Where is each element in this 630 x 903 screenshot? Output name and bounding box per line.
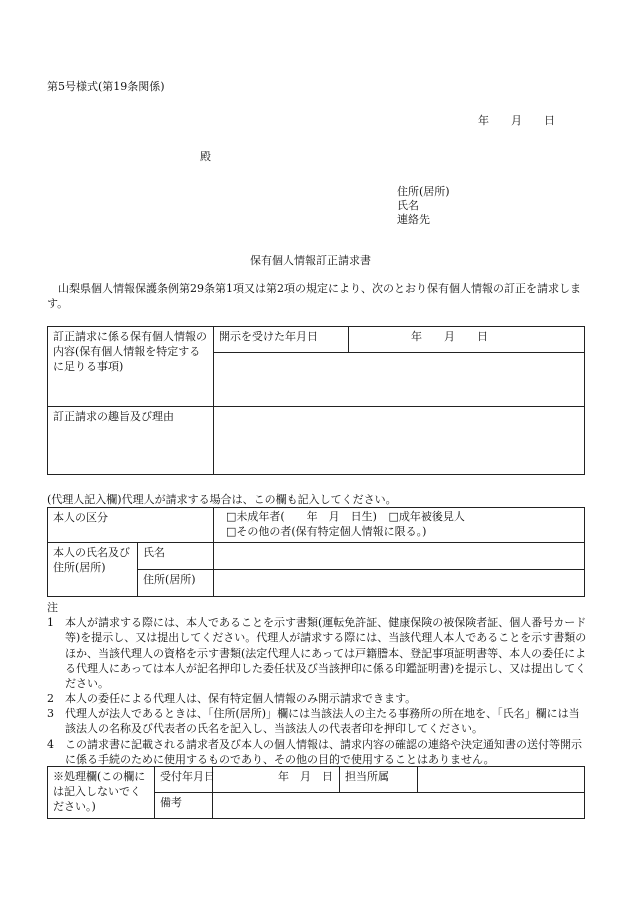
remarks-label: 備考 [155,793,213,819]
staff-dept-input [418,767,585,793]
intro-text: 山梨県個人情報保護条例第29条第1項又は第2項の規定により、次のとおり保有個人情報の訂正を請求します。 [47,282,581,311]
received-date-value: 年 月 日 [213,767,340,793]
reason-label: 訂正請求の趣旨及び理由 [48,407,214,475]
staff-dept-label: 担当所属 [340,767,418,793]
reason-input-area[interactable] [214,407,585,475]
content-input-area[interactable] [214,353,585,407]
agent-section-heading: (代理人記入欄)代理人が請求する場合は、この欄も記入してください。 [47,493,397,506]
principal-name-input[interactable] [214,542,585,569]
addressee-suffix: 殿 [200,150,211,163]
requester-name-label: 氏名 [397,199,419,212]
requester-address-label: 住所(居所) [397,185,450,198]
note-number: 3 [47,707,54,721]
option-minor[interactable]: □未成年者( 年 月 日生) [226,510,377,523]
option-other[interactable]: □その他の者(保有特定個人情報に限る。) [226,524,427,538]
form-number: 第5号様式(第19条関係) [47,80,165,93]
principal-name-label: 氏名 [138,542,214,569]
disclosure-date-label: 開示を受けた年月日 [214,327,349,353]
agent-table [47,507,585,597]
principal-category-label: 本人の区分 [48,508,214,543]
content-label: 訂正請求に係る保有個人情報の内容(保有個人情報を特定するに足りる事項) [48,327,214,407]
note-item [47,706,587,736]
note-text: 本人の委任による代理人は、保有特定個人情報のみ開示請求できます。 [65,692,417,706]
date-line: 年 月 日 [478,114,555,127]
note-text: この請求書に記載される請求者及び本人の個人情報は、請求内容の確認の連絡や決定通知書の送付等開示に係る手続のために使用するものであり、その他の目的で使用することはありません。 [65,737,582,766]
option-adult-guardian[interactable]: □成年被後見人 [388,510,465,523]
notes-heading: 注 [47,601,58,614]
note-text: 本人が請求する際には、本人であることを示す書類(運転免許証、健康保険の被保険者証、個人番号カード等)を提示し、又は提出してください。代理人が請求する際には、当該代理人本人であることを示す書類のほか、当該代理人の資格を示す書類(法定代理人にあっては戸籍謄本、登記事項証明書等、本人の委任による代理人にあっては本人が記名押印した委任状及び当該押印に係る印鑑証明書)を提示し、又は提出してください。 [65,616,587,690]
note-number: 4 [47,737,54,751]
principal-address-input[interactable] [214,569,585,596]
disclosure-date-value: 年 月 日 [349,327,585,353]
office-use-label: ※処理欄(この欄には記入しないでください。) [48,767,155,819]
notes [47,600,587,767]
note-text: 代理人が法人であるときは、「住所(居所)」欄には当該法人の主たる事務所の所在地を、「氏名」欄には当該法人の名称及び代表者の氏名を記入し、当該法人の代表者印を押印してください。 [65,707,580,736]
remarks-input [213,793,585,819]
note-item [47,737,587,767]
principal-address-label: 住所(居所) [138,569,214,596]
note-item [47,615,587,691]
note-number: 2 [47,692,54,706]
document-title: 保有個人情報訂正請求書 [250,254,371,267]
note-number: 1 [47,616,54,630]
note-item [47,691,587,706]
received-date-label: 受付年月日 [155,767,213,793]
correction-request-table [47,326,585,475]
office-use-table [47,766,585,819]
principal-name-address-label: 本人の氏名及び住所(居所) [48,542,138,596]
requester-contact-label: 連絡先 [397,213,430,226]
